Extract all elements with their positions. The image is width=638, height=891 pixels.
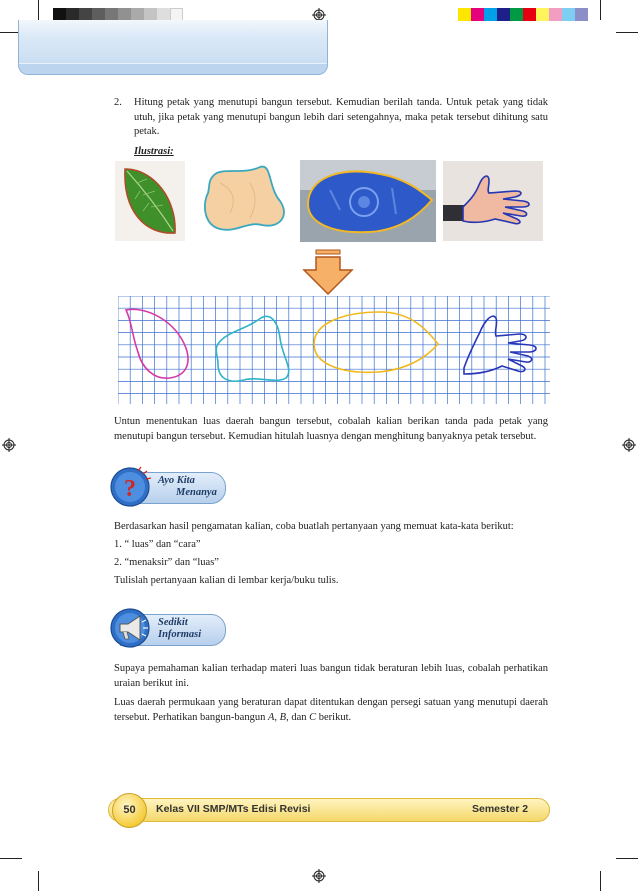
paragraph-info-2 <box>114 696 548 725</box>
megaphone-icon <box>108 606 152 650</box>
paragraph-determine-area: Untun menentukan luas daerah bangun tersebut, cobalah kalian berikan tanda pada petak yang menutupi bangun tersebut. Kemudian hitulah luasnya dengan menghitung banyaknya petak tersebut. <box>114 416 548 442</box>
crop-mark <box>38 871 39 891</box>
leaf-photo <box>115 161 185 241</box>
illustration-label: Ilustrasi: <box>134 146 174 157</box>
header-band <box>18 20 328 75</box>
crop-mark <box>616 858 638 859</box>
registration-mark-icon <box>622 438 636 452</box>
ellipse-outline <box>314 312 438 372</box>
grid-with-outlines <box>118 296 550 404</box>
list-item: 2. “menaksir” dan “luas” <box>114 557 219 568</box>
crop-mark <box>600 871 601 891</box>
menanya-label: Menanya <box>176 487 217 498</box>
item-number: 2. <box>114 97 122 108</box>
svg-text:?: ? <box>124 476 136 502</box>
item-text: Hitung petak yang menutupi bangun tersebut. Kemudian berilah tanda. Untuk petak yang tidak utuh, jika petak yang menutupi bangun lebih dari setengahnya, maka petak tersebut dihitung satu petak. <box>134 97 548 137</box>
book-title: Kelas VII SMP/MTs Edisi Revisi <box>156 803 311 815</box>
page-number: 50 <box>112 793 147 828</box>
crop-mark <box>38 0 39 20</box>
paragraph-info-2-text: Luas daerah permukaan yang beraturan dapat ditentukan dengan persegi satuan yang menutupi daerah tersebut. Perhatikan bangun-bangun A, B, dan C berikut. <box>114 697 548 723</box>
semester-label: Semester 2 <box>472 803 529 815</box>
list-item: 1. “ luas” dan “cara” <box>114 539 201 550</box>
question-mark-icon <box>108 465 152 509</box>
down-arrow-icon <box>300 248 356 296</box>
registration-mark-icon <box>312 869 326 883</box>
hand-photo <box>443 161 543 241</box>
write-note: Tulislah pertanyaan kalian di lembar kerja/buku tulis. <box>114 575 339 586</box>
mouse-photo <box>300 160 436 242</box>
instruction-text: Berdasarkan hasil pengamatan kalian, coba buatlah pertanyaan yang memuat kata-kata berikut: <box>114 521 514 532</box>
crop-mark <box>600 0 601 20</box>
registration-mark-icon <box>2 438 16 452</box>
informasi-label: Informasi <box>158 629 202 640</box>
ayo-kita-label: Ayo Kita <box>158 475 195 486</box>
crop-mark <box>0 858 22 859</box>
blob-photo <box>200 163 288 235</box>
sedikit-label: Sedikit <box>158 617 188 628</box>
crop-mark <box>616 32 638 33</box>
paragraph-info-1: Supaya pemahaman kalian terhadap materi luas bangun tidak beraturan lebih luas, cobalah perhatikan uraian berikut ini. <box>114 663 548 689</box>
